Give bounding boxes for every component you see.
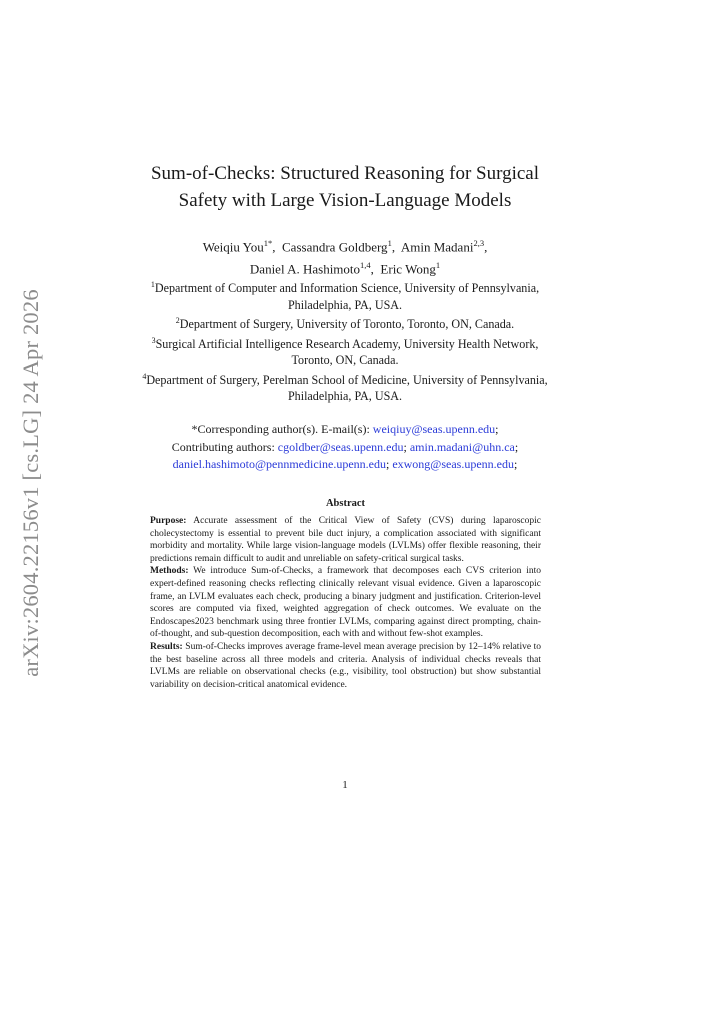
abstract-heading: Abstract bbox=[325, 498, 366, 509]
affiliation-text: Department of Computer and Information Science, University of Pennsylvania, Philadelphia, PA, USA. bbox=[154, 281, 540, 312]
affiliation-text: Department of Surgery, University of Toronto, Toronto, ON, Canada. bbox=[179, 317, 515, 332]
arxiv-identifier bbox=[11, 289, 51, 677]
purpose-text: Accurate assessment of the Critical View of Safety (CVS) during laparoscopic cholecystectomy is essential to prevent bile duct injury, a complication associated with significant morbidity and mortality. While large vision-language models (LVLMs) offer flexible reasoning, their predictions remain difficult to audit and unreliable on safety-critical surgical tasks. bbox=[150, 516, 541, 564]
author-affil-marker: 1 bbox=[387, 238, 392, 248]
affiliation-marker: 3 bbox=[151, 335, 156, 345]
affiliation bbox=[130, 313, 560, 333]
arxiv-identifier-text: arXiv:2604.22156v1 [cs.LG] 24 Apr 2026 bbox=[18, 289, 43, 677]
email-link[interactable]: exwong@seas.upenn.edu bbox=[392, 457, 514, 471]
title-line-1: Sum-of-Checks: Structured Reasoning for Surgical bbox=[150, 163, 540, 184]
contributing-label: Contributing authors: bbox=[171, 439, 275, 454]
author-name: Daniel A. Hashimoto bbox=[249, 261, 361, 277]
purpose-label: Purpose: bbox=[150, 516, 187, 526]
methods-label: Methods: bbox=[150, 566, 189, 577]
affiliation-list bbox=[130, 277, 560, 405]
page-number: 1 bbox=[342, 779, 348, 791]
affiliation-text: Surgical Artificial Intelligence Research Academy, University Health Network, Toronto, ON, Canada. bbox=[155, 336, 539, 368]
author-affil-marker: 2,3 bbox=[473, 238, 485, 248]
author-name: Amin Madani bbox=[400, 239, 474, 255]
affiliation bbox=[130, 277, 560, 313]
affiliation-marker: 4 bbox=[142, 371, 147, 381]
affiliation-marker: 2 bbox=[175, 316, 180, 326]
affiliation bbox=[130, 369, 560, 405]
email-link[interactable]: daniel.hashimoto@pennmedicine.upenn.edu bbox=[172, 457, 386, 471]
affiliation-text: Department of Surgery, Perelman School of Medicine, University of Pennsylvania, Philadelphia, PA, USA. bbox=[146, 372, 548, 404]
contact-info: *Corresponding author(s). E-mail(s): weiqiuy@seas.upenn.edu; Contributing authors: cgoldber@seas.upenn.edu; amin.madani@uhn.ca; daniel.hashimoto@pennmedicine.upenn.edu; exwong@seas.upenn.edu; bbox=[171, 422, 519, 471]
author-affil-marker: 1,4 bbox=[360, 260, 371, 271]
results-label: Results: bbox=[150, 641, 183, 652]
author-affil-marker: 1 bbox=[435, 260, 441, 271]
methods-text: We introduce Sum-of-Checks, a framework that decomposes each CVS criterion into expert-defined reasoning checks reflecting clinically relevant visual evidence. Given a laparoscopic frame, an LVLM evaluates each check, producing a binary judgment and justification. Criterion-level scores are computed via fixed, weighted aggregation of check outcomes. We evaluate on the Endoscapes2023 benchmark using three frontier LVLMs, comparing against direct prompting, chain-of-thought, and sub-question decomposition, each with and without few-shot examples. bbox=[150, 566, 541, 640]
title-line-2: Safety with Large Vision-Language Models bbox=[178, 190, 512, 211]
abstract-methods bbox=[150, 565, 541, 641]
email-link[interactable]: weiqiuy@seas.upenn.edu bbox=[372, 422, 496, 436]
author-list: Weiqiu You$^{1*}$, Cassandra Goldberg$^1$, Amin Madani$^{2,3}$, Daniel A. Hashimoto$^{1,4}$, Eric Wong$^1$ bbox=[202, 238, 488, 277]
abstract-purpose bbox=[150, 515, 541, 565]
author-name: Cassandra Goldberg bbox=[282, 239, 388, 255]
corresponding-label: *Corresponding author(s). E-mail(s): bbox=[191, 422, 370, 436]
email-link[interactable]: cgoldber@seas.upenn.edu bbox=[277, 439, 404, 454]
abstract-results bbox=[150, 641, 541, 691]
author-affil-marker: 1* bbox=[263, 238, 273, 248]
affiliation bbox=[130, 333, 560, 369]
paper-title bbox=[110, 160, 580, 214]
results-text: Sum-of-Checks improves average frame-level mean average precision by 12–14% relative to the best baseline across all three models and criteria. Analysis of individual checks reveals that LVLMs are reliable on observational checks (e.g., visibility, tool obstruction) but show substantial variability on decision-critical anatomical evidence. bbox=[150, 641, 541, 690]
affiliation-marker: 1 bbox=[150, 280, 155, 289]
abstract-body bbox=[150, 515, 541, 691]
author-name: Weiqiu You bbox=[202, 239, 264, 255]
email-link[interactable]: amin.madani@uhn.ca bbox=[409, 439, 515, 454]
author-name: Eric Wong bbox=[380, 261, 436, 277]
